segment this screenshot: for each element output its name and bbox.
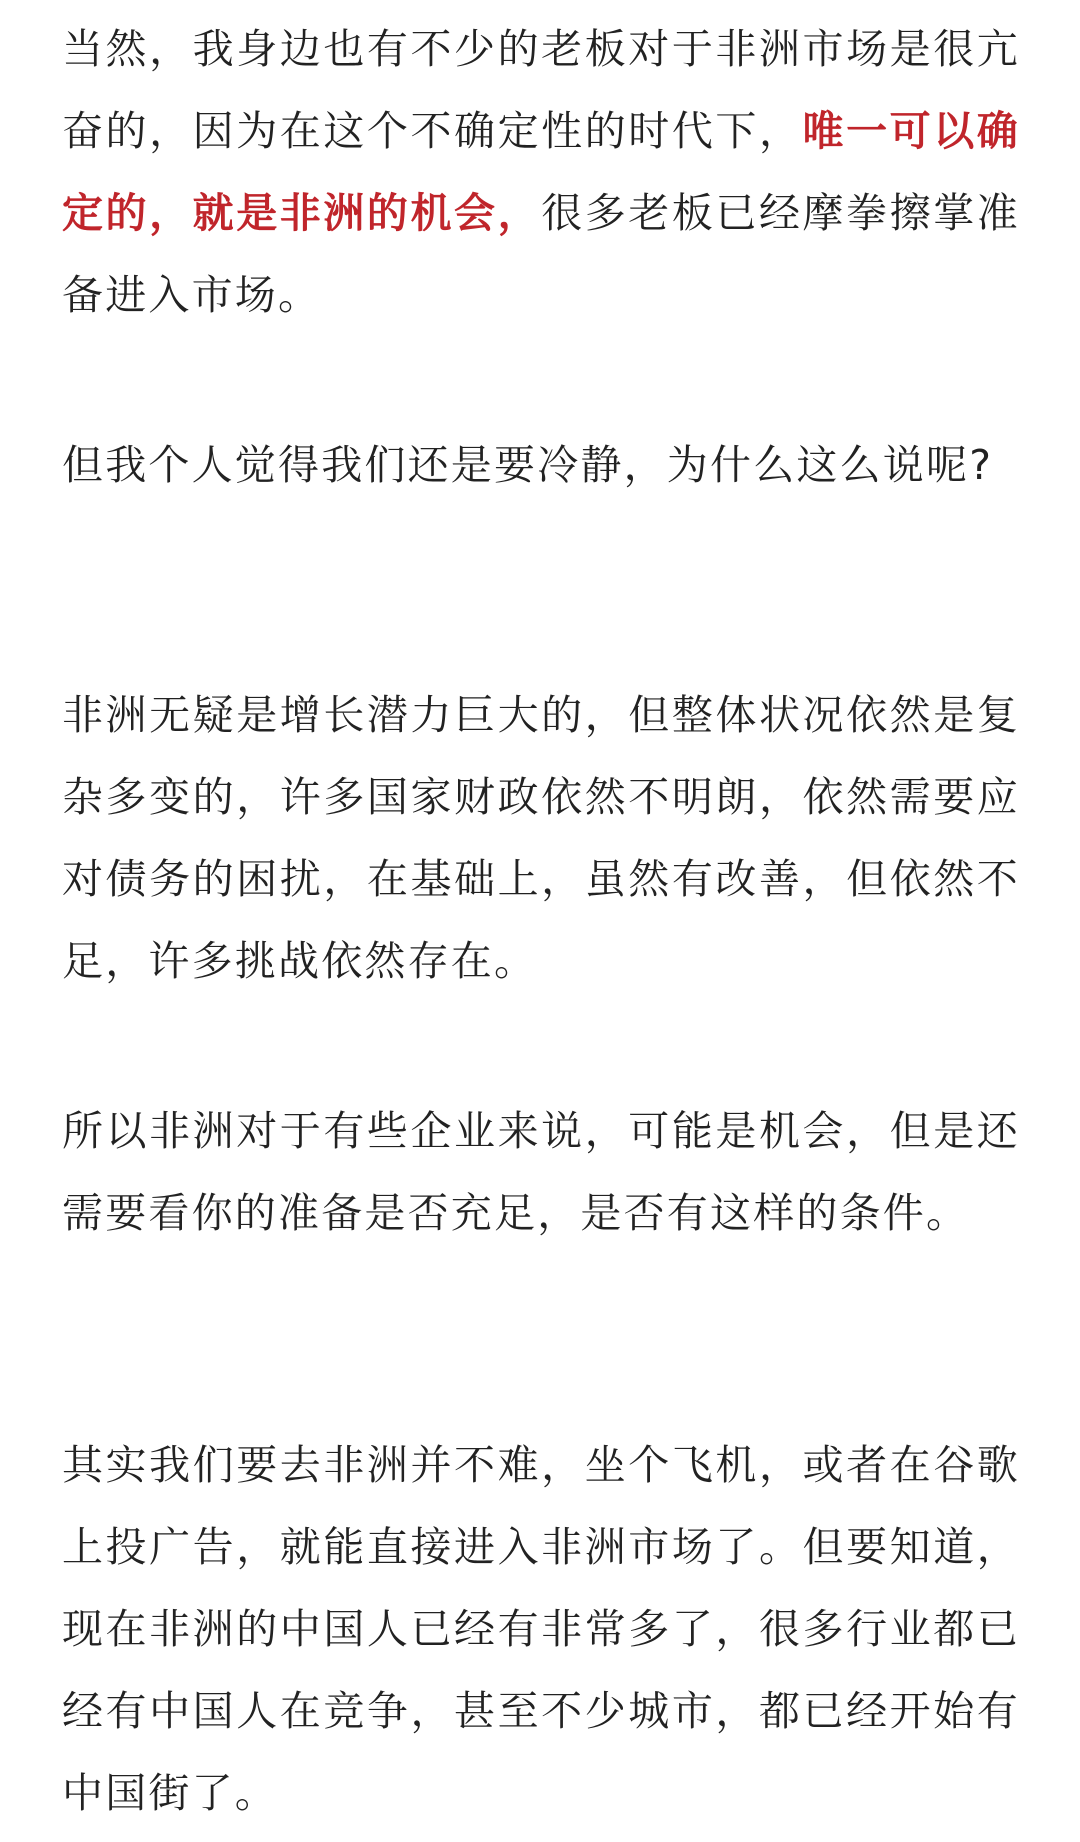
paragraph-1-text-start: 当然，我身边也有不少的老板对于非洲市场是很亢奋的，因为在这个不确定性的时代下， [62, 25, 1020, 155]
paragraph-3: 非洲无疑是增长潜力巨大的，但整体状况依然是复杂多变的，许多国家财政依然不明朗，依然需要应对债务的困扰，在基础上，虽然有改善，但依然不足，许多挑战依然存在。 [62, 691, 1020, 985]
paragraph-1 [62, 8, 1020, 336]
paragraph-2: 但我个人觉得我们还是要冷静，为什么这么说呢? [62, 441, 994, 489]
paragraph-5: 其实我们要去非洲并不难，坐个飞机，或者在谷歌上投广告，就能直接进入非洲市场了。但要知道，现在非洲的中国人已经有非常多了，很多行业都已经有中国人在竞争，甚至不少城市，都已经开始有中国街了。 [62, 1441, 1020, 1817]
paragraph-1-text-end: 很多老板已经摩拳擦掌准备进入市场。 [62, 189, 1021, 319]
paragraph-4: 所以非洲对于有些企业来说，可能是机会，但是还需要看你的准备是否充足，是否有这样的条件。 [62, 1107, 1020, 1237]
paragraph-1-highlight: 唯一可以确定的，就是非洲的机会， [62, 107, 1020, 237]
